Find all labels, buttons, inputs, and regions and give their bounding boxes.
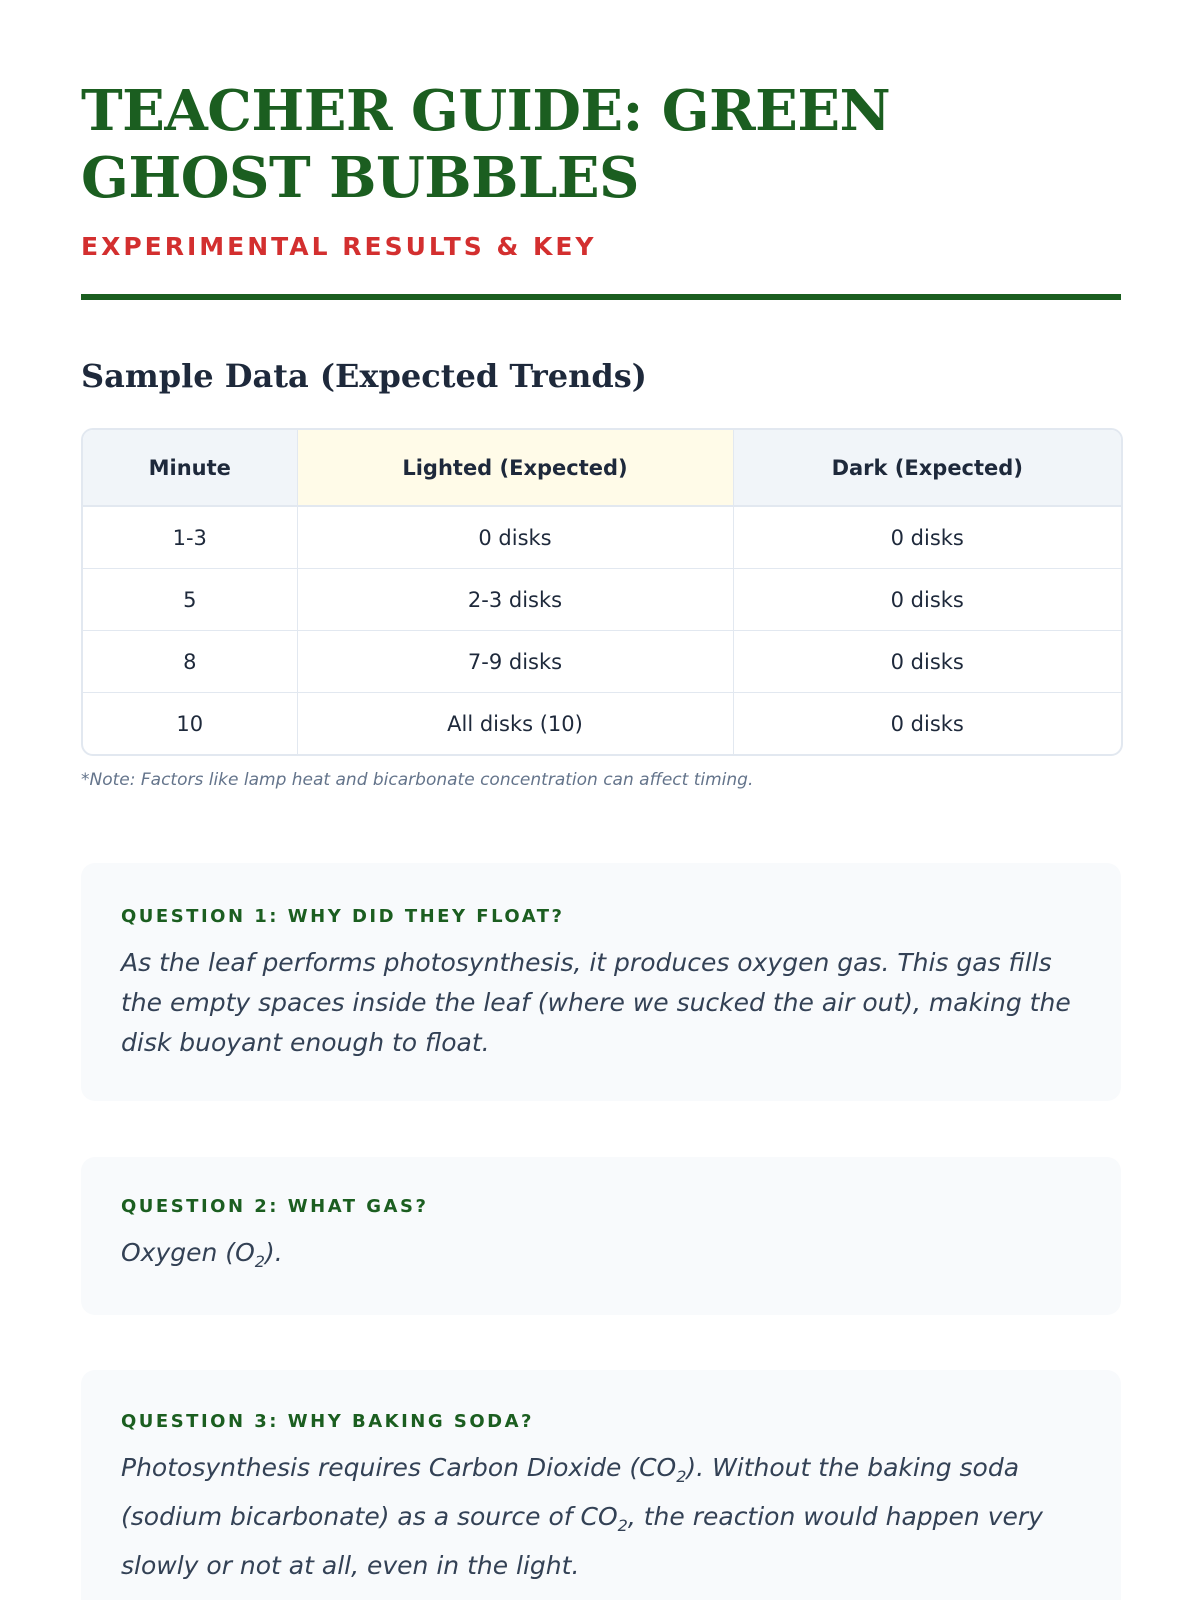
cell-minute: 8: [83, 631, 297, 693]
table-header-row: [83, 430, 1121, 506]
answer-text: , the reaction would happen very slowly or not at all, even in the light.: [121, 1502, 1043, 1580]
subscript: 2: [676, 1467, 687, 1486]
cell-minute: 1-3: [83, 506, 297, 569]
page-title: TEACHER GUIDE: GREEN GHOST BUBBLES: [81, 78, 891, 211]
question-card-3: [81, 1370, 1121, 1600]
answer-text: ).: [264, 1238, 283, 1267]
cell-dark: 0 disks: [890, 711, 964, 736]
sample-data-table: [81, 428, 1123, 756]
table-row: [83, 631, 1121, 693]
column-header-dark: Dark (Expected): [733, 430, 1121, 506]
table-footnote: *Note: Factors like lamp heat and bicarbonate concentration can affect timing.: [81, 770, 754, 790]
question-answer: [121, 1448, 1081, 1586]
question-label: QUESTION 1: WHY DID THEY FLOAT?: [121, 906, 565, 927]
subscript: 2: [617, 1516, 628, 1535]
question-label: QUESTION 3: WHY BAKING SODA?: [121, 1411, 534, 1432]
column-header-minute: Minute: [83, 430, 297, 506]
page-subtitle: EXPERIMENTAL RESULTS & KEY: [81, 232, 597, 261]
sample-data-heading: Sample Data (Expected Trends): [81, 357, 647, 395]
header-divider: [81, 294, 1121, 300]
cell-dark: 0 disks: [733, 506, 1121, 569]
question-answer: As the leaf performs photosynthesis, it produces oxygen gas. This gas fills the empty spaces inside the leaf (where we sucked the air out), making the disk buoyant enough to float.: [121, 948, 1071, 1057]
question-card-1: [81, 863, 1121, 1101]
cell-lighted: 7-9 disks: [297, 631, 733, 693]
answer-text: Oxygen (O: [121, 1238, 255, 1267]
question-answer: [121, 1233, 1081, 1282]
cell-minute: 5: [83, 569, 297, 631]
cell-lighted: All disks (10): [297, 693, 733, 755]
cell-minute: 10: [83, 693, 297, 755]
cell-lighted: 0 disks: [297, 506, 733, 569]
answer-text: ). Without the baking soda (sodium bicarbonate) as a source of CO: [121, 1453, 1020, 1531]
subscript: 2: [254, 1252, 265, 1271]
cell-lighted: 2-3 disks: [297, 569, 733, 631]
cell-dark: 0 disks: [733, 569, 1121, 631]
question-card-2: [81, 1157, 1121, 1315]
table-row: [83, 506, 1121, 569]
table-row: [83, 693, 1121, 755]
cell-dark: 0 disks: [733, 631, 1121, 693]
answer-text: Photosynthesis requires Carbon Dioxide (CO: [121, 1453, 677, 1482]
column-header-lighted: Lighted (Expected): [297, 430, 733, 506]
question-label: QUESTION 2: WHAT GAS?: [121, 1196, 429, 1217]
table-row: [83, 569, 1121, 631]
